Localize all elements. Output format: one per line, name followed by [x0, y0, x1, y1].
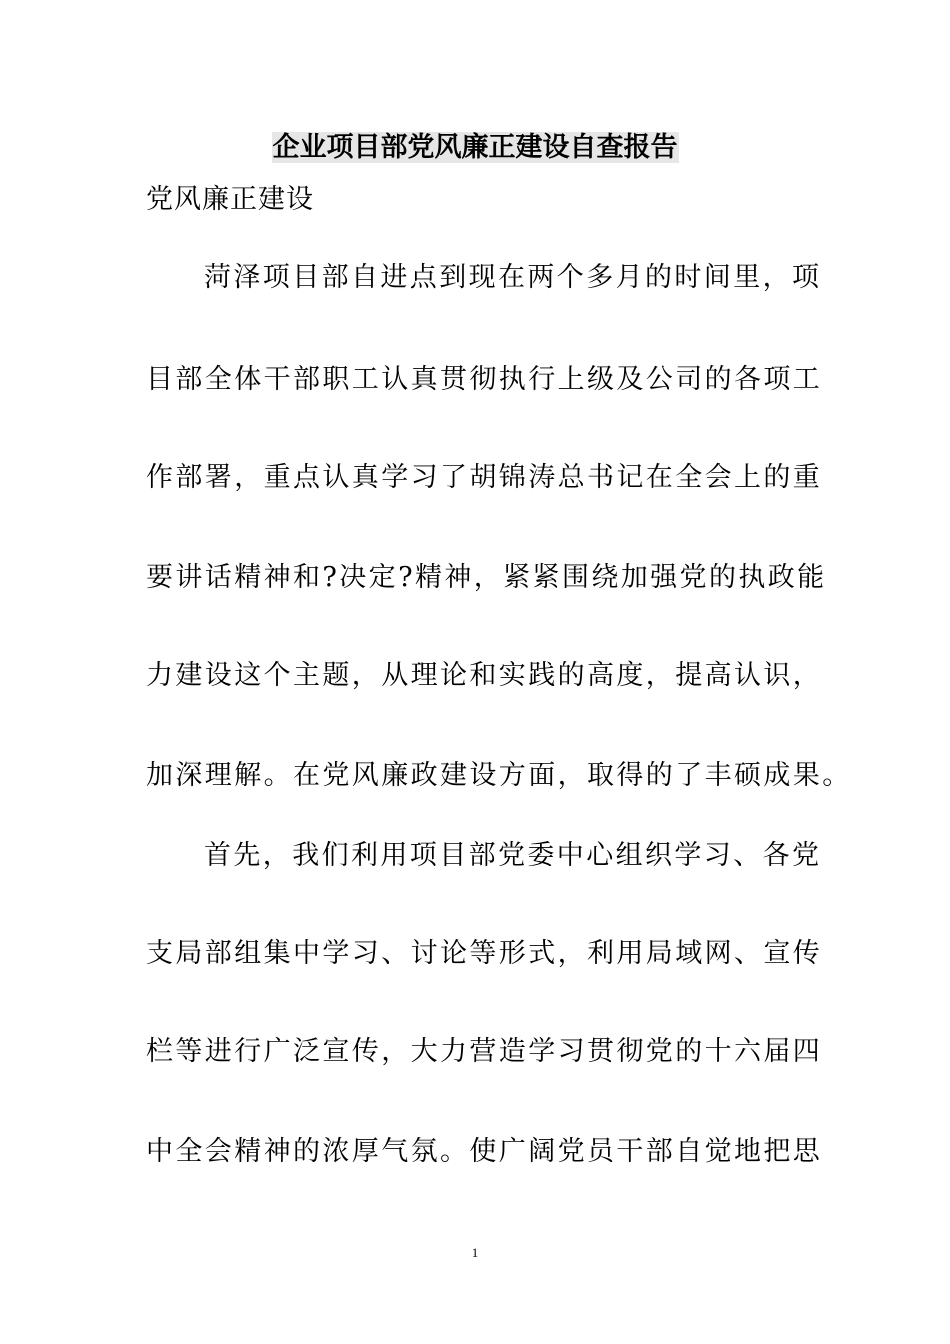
title-text: 企业项目部党风廉正建设自查报告	[272, 132, 678, 163]
paragraph-line: 首先，我们利用项目部党委中心组织学习、各党	[204, 840, 822, 871]
paragraph-line: 要讲话精神和?决定?精神，紧紧围绕加强党的执政能	[146, 562, 827, 593]
paragraph-line: 作部署，重点认真学习了胡锦涛总书记在全会上的重	[146, 462, 823, 493]
paragraph-line: 中全会精神的浓厚气氛。使广阔党员干部自觉地把思	[146, 1136, 823, 1167]
paragraph-line: 力建设这个主题，从理论和实践的高度，提高认识，	[146, 660, 823, 691]
paragraph-line: 栏等进行广泛宣传，大力营造学习贯彻党的十六届四	[146, 1036, 823, 1067]
paragraph-line: 加深理解。在党风廉政建设方面，取得的了丰硕成果。	[146, 760, 852, 791]
page-number: 1	[471, 1245, 479, 1260]
document-subtitle: 党风廉正建设	[146, 184, 314, 215]
paragraph-line: 支局部组集中学习、讨论等形式，利用局域网、宣传	[146, 938, 823, 969]
paragraph-line: 菏泽项目部自进点到现在两个多月的时间里，项	[204, 262, 822, 293]
document-title	[0, 128, 950, 168]
paragraph-line: 目部全体干部职工认真贯彻执行上级及公司的各项工	[146, 364, 823, 395]
